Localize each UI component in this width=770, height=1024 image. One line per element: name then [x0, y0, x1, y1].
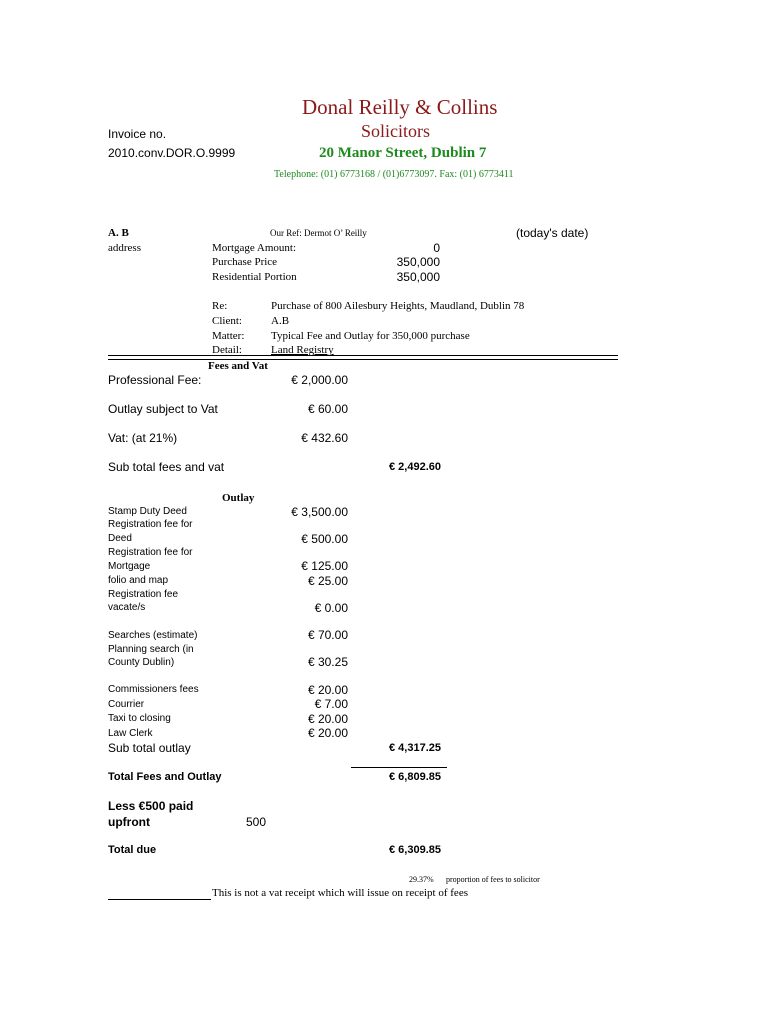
fees-heading: Fees and Vat — [208, 360, 268, 372]
client-label: Client: — [212, 315, 242, 327]
client-name: A. B — [108, 227, 129, 239]
taxi-label: Taxi to closing — [108, 713, 171, 724]
reg-vacate-label-1: Registration fee — [108, 589, 179, 600]
total-fees-outlay-label: Total Fees and Outlay — [108, 771, 222, 783]
invoice-number: 2010.conv.DOR.O.9999 — [108, 146, 236, 160]
less-paid-label-1: Less €500 paid — [108, 799, 194, 813]
reg-mortgage-value: € 125.00 — [301, 559, 348, 573]
detail-value: Land Registry — [271, 344, 334, 356]
professional-fee-value: € 2,000.00 — [291, 373, 348, 387]
fees-subtotal-label: Sub total fees and vat — [108, 460, 225, 474]
re-value: Purchase of 800 Ailesbury Heights, Maudland, Dublin 78 — [271, 300, 525, 312]
firm-telephone: Telephone: (01) 6773168 / (01)6773097. Fax: (01) 6773411 — [274, 169, 514, 180]
footer-note: This is not a vat receipt which will issue on receipt of fees — [212, 887, 468, 899]
law-clerk-label: Law Clerk — [108, 728, 153, 739]
invoice-label: Invoice no. — [108, 127, 167, 141]
vat-value: € 432.60 — [301, 431, 348, 445]
courier-value: € 7.00 — [314, 697, 348, 711]
reg-deed-value: € 500.00 — [301, 532, 348, 546]
signature-line — [108, 899, 211, 900]
purchase-price-label: Purchase Price — [212, 256, 278, 268]
planning-label-1: Planning search (in — [108, 644, 194, 655]
purchase-price-value: 350,000 — [396, 255, 440, 269]
commissioners-label: Commissioners fees — [108, 684, 199, 695]
reg-vacate-value: € 0.00 — [314, 601, 348, 615]
firm-name: Donal Reilly & Collins — [302, 95, 498, 119]
searches-value: € 70.00 — [307, 628, 348, 642]
commissioners-value: € 20.00 — [307, 683, 348, 697]
firm-subtitle: Solicitors — [361, 121, 431, 141]
stamp-duty-label: Stamp Duty Deed — [108, 506, 187, 517]
searches-label: Searches (estimate) — [108, 630, 198, 641]
folio-label: folio and map — [108, 575, 169, 586]
reg-deed-label-2: Deed — [108, 533, 132, 544]
detail-label: Detail: — [212, 344, 242, 356]
planning-value: € 30.25 — [307, 655, 348, 669]
outlay-vat-value: € 60.00 — [307, 402, 348, 416]
total-due-value: € 6,309.85 — [389, 844, 441, 856]
reg-deed-label-1: Registration fee for — [108, 519, 193, 530]
outlay-heading: Outlay — [222, 492, 255, 504]
client-address: address — [108, 242, 141, 254]
stamp-duty-value: € 3,500.00 — [291, 505, 348, 519]
proportion-percent: 29.37% — [409, 875, 434, 884]
mortgage-value: 0 — [433, 241, 440, 255]
law-clerk-value: € 20.00 — [307, 726, 348, 740]
invoice-date: (today's date) — [516, 226, 589, 240]
total-rule — [351, 767, 447, 768]
residential-portion-label: Residential Portion — [212, 271, 297, 283]
matter-label: Matter: — [212, 330, 245, 342]
matter-value: Typical Fee and Outlay for 350,000 purchase — [271, 330, 470, 342]
client-value: A.B — [271, 315, 290, 327]
professional-fee-label: Professional Fee: — [108, 373, 202, 387]
residential-portion-value: 350,000 — [396, 270, 440, 284]
firm-address: 20 Manor Street, Dublin 7 — [319, 145, 487, 161]
vat-label: Vat: (at 21%) — [108, 431, 178, 445]
fees-subtotal-value: € 2,492.60 — [389, 461, 441, 473]
outlay-vat-label: Outlay subject to Vat — [108, 402, 218, 416]
less-paid-label-2: upfront — [108, 815, 150, 829]
planning-label-2: County Dublin) — [108, 657, 175, 668]
proportion-text: proportion of fees to solicitor — [446, 875, 540, 884]
reg-mortgage-label-1: Registration fee for — [108, 547, 193, 558]
total-fees-outlay-value: € 6,809.85 — [389, 771, 441, 783]
total-due-label: Total due — [108, 844, 157, 856]
folio-value: € 25.00 — [307, 574, 348, 588]
courier-label: Courrier — [108, 699, 145, 710]
mortgage-label: Mortgage Amount: — [212, 242, 297, 254]
section-divider — [108, 355, 618, 360]
reg-mortgage-label-2: Mortgage — [108, 561, 151, 572]
taxi-value: € 20.00 — [307, 712, 348, 726]
outlay-subtotal-label: Sub total outlay — [108, 741, 191, 755]
our-reference: Our Ref: Dermot O’ Reilly — [270, 228, 367, 238]
outlay-subtotal-value: € 4,317.25 — [389, 742, 441, 754]
reg-vacate-label-2: vacate/s — [108, 602, 146, 613]
less-paid-value: 500 — [246, 815, 267, 829]
re-label: Re: — [212, 300, 228, 312]
